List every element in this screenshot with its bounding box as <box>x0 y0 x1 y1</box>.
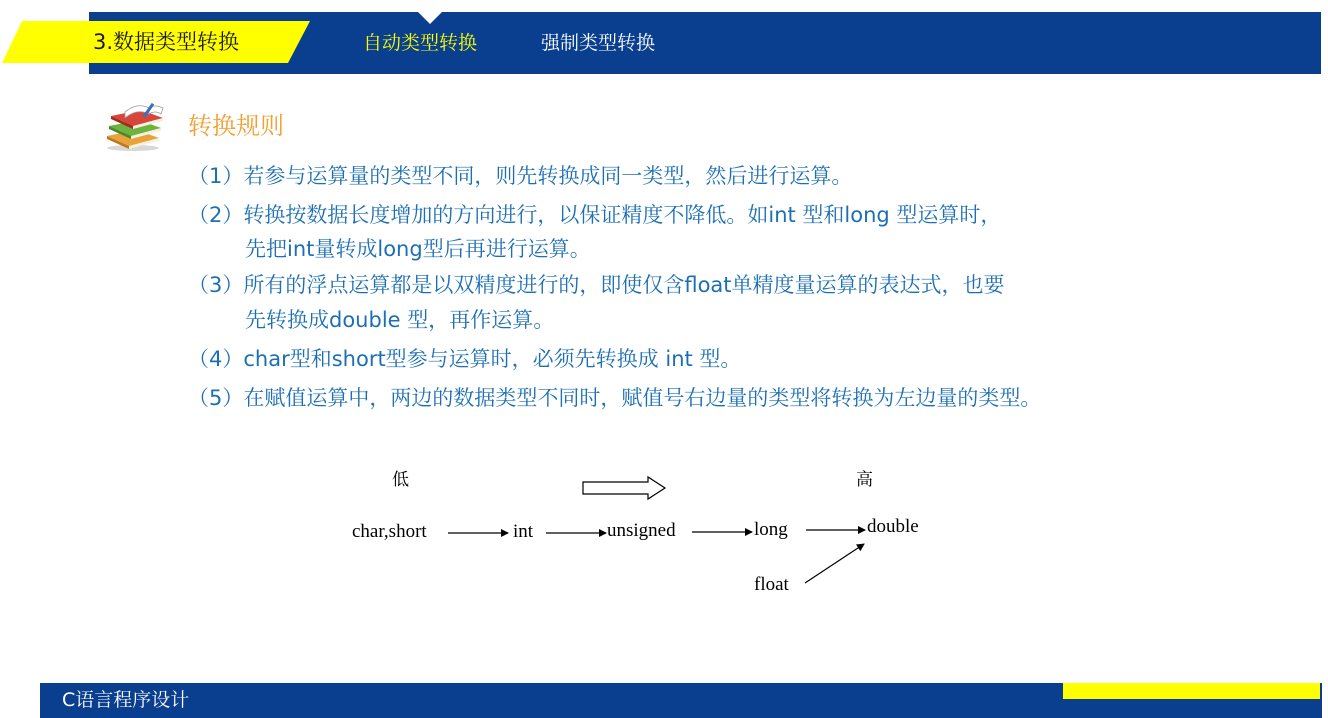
footer-accent <box>1063 683 1320 699</box>
arrow-float-to-double <box>805 544 864 583</box>
node-char-short: char,short <box>352 521 427 542</box>
type-conversion-diagram <box>330 455 970 615</box>
rule-5: （5）在赋值运算中，两边的数据类型不同时，赋值号右边量的类型将转换为左边量的类型。 <box>188 386 1042 410</box>
rule-3-continuation: 先转换成double 型，再作运算。 <box>245 308 555 332</box>
node-float: float <box>754 574 789 595</box>
node-unsigned: unsigned <box>607 520 676 541</box>
rule-4: （4）char型和short型参与运算时，必须先转换成 int 型。 <box>188 347 742 371</box>
node-double: double <box>867 516 919 537</box>
rule-2: （2）转换按数据长度增加的方向进行，以保证精度不降低。如int 型和long 型运算时， <box>188 203 1002 227</box>
tab-forced-type-conversion[interactable]: 强制类型转换 <box>541 32 656 54</box>
rule-1: （1）若参与运算量的类型不同，则先转换成同一类型，然后进行运算。 <box>188 164 853 188</box>
rule-2-continuation: 先把int量转成long型后再进行运算。 <box>245 237 591 261</box>
section-heading: 转换规则 <box>188 112 284 140</box>
section-title: 3.数据类型转换 <box>93 30 240 54</box>
direction-arrow-icon <box>583 477 665 499</box>
books-icon <box>103 100 167 152</box>
footer-title: C语言程序设计 <box>62 689 190 711</box>
active-tab-pointer <box>418 12 442 24</box>
tab-auto-type-conversion[interactable]: 自动类型转换 <box>363 32 478 54</box>
node-int: int <box>513 521 534 542</box>
node-long: long <box>754 519 788 540</box>
high-label: 高 <box>856 470 873 490</box>
rule-3: （3）所有的浮点运算都是以双精度进行的，即使仅含float单精度量运算的表达式，也要 <box>188 273 1005 297</box>
low-label: 低 <box>392 470 409 490</box>
